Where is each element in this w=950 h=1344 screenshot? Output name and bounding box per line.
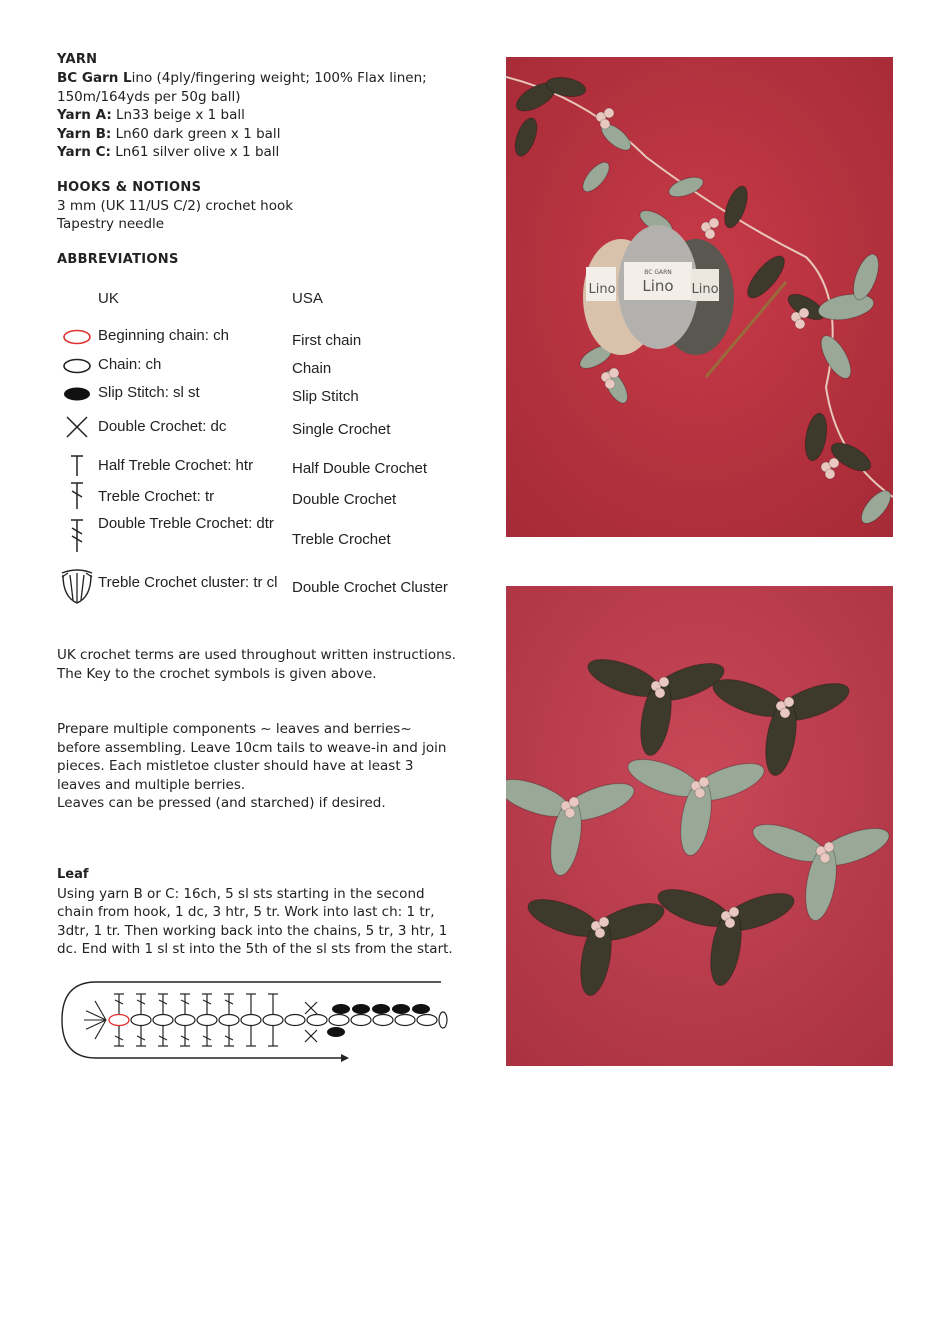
- crochet-berry: [599, 917, 609, 927]
- diagram-slip-stitch: [412, 1004, 430, 1014]
- materials-column: [57, 52, 457, 269]
- crochet-berry: [729, 907, 739, 917]
- diagram-slip-stitch: [392, 1004, 410, 1014]
- yarn-section: [57, 52, 457, 162]
- yarn-heading: YARN: [57, 52, 98, 67]
- slip-stitch-icon: [57, 386, 97, 402]
- crochet-berry: [609, 368, 619, 378]
- diagram-stitch-top: [246, 994, 256, 1014]
- crochet-berry: [824, 842, 834, 852]
- diagram-chain: [197, 1015, 217, 1026]
- notes-paragraph-1: UK crochet terms are used throughout written instructions. The Key to the crochet symbols is given above.: [57, 647, 456, 682]
- diagram-chain: [241, 1015, 261, 1026]
- diagram-stitch-top: [224, 994, 234, 1014]
- chain-icon: [57, 358, 97, 374]
- diagram-slip-stitch: [372, 1004, 390, 1014]
- diagram-stitch-bottom: [158, 1026, 168, 1046]
- crochet-berry: [604, 108, 614, 118]
- uk-header: UK: [98, 290, 119, 307]
- crochet-berry: [795, 319, 805, 329]
- crochet-berry: [605, 379, 615, 389]
- crochet-berry: [659, 677, 669, 687]
- diagram-chain: [131, 1015, 151, 1026]
- leaf-title: Leaf: [57, 867, 89, 882]
- yarn-label: Lino: [642, 277, 674, 295]
- crochet-berry: [565, 808, 575, 818]
- hooks-heading: HOOKS & NOTIONS: [57, 179, 202, 195]
- diagram-stitch-bottom: [114, 1026, 124, 1046]
- diagram-chain: [175, 1015, 195, 1026]
- leaf-diagram: [56, 974, 456, 1070]
- svg-text:Lino: Lino: [691, 282, 719, 297]
- yarn-balls: [583, 225, 734, 355]
- abbreviations-heading: ABBREVIATIONS: [57, 251, 179, 267]
- diagram-chain: [285, 1015, 305, 1026]
- diagram-chain: [395, 1015, 415, 1026]
- diagram-slip-stitch: [332, 1004, 350, 1014]
- diagram-stitch-bottom: [180, 1026, 190, 1046]
- diagram-chain: [351, 1015, 371, 1026]
- crochet-berry: [820, 853, 830, 863]
- garland-photo: [506, 57, 893, 537]
- diagram-dc: [305, 1002, 317, 1014]
- notes-paragraph-2: Prepare multiple components ~ leaves and berries~ before assembling. Leave 10cm tails to weave-in and join pieces. Each mistletoe cluster should have at least 3 leaves and multiple berries.: [57, 721, 447, 793]
- diagram-chain: [307, 1015, 327, 1026]
- double-treble-icon: [57, 518, 97, 554]
- crochet-berry: [655, 688, 665, 698]
- diagram-beginning-chain: [109, 1015, 129, 1026]
- diagram-stitch-top: [158, 994, 168, 1014]
- diagram-chain: [219, 1015, 239, 1026]
- diagram-stitch-top: [202, 994, 212, 1014]
- double-crochet-icon: [57, 414, 97, 440]
- leaf-section: [57, 866, 457, 959]
- hook-line: 3 mm (UK 11/US C/2) crochet hook: [57, 197, 294, 214]
- crochet-berry: [780, 708, 790, 718]
- treble-cluster-icon: [57, 567, 97, 607]
- crochet-berry: [709, 218, 719, 228]
- yarn-brand-line2: 150m/164yds per 50g ball): [57, 88, 241, 105]
- crochet-berry: [799, 308, 809, 318]
- diagram-slip-stitch: [327, 1027, 345, 1037]
- svg-text:Lino: Lino: [588, 282, 616, 297]
- diagram-stitch-top: [136, 994, 146, 1014]
- diagram-stitch-bottom: [202, 1026, 212, 1046]
- diagram-chain: [153, 1015, 173, 1026]
- diagram-slip-stitch: [352, 1004, 370, 1014]
- yarn-brand-line: BC Garn Lino (4ply/fingering weight; 100% Flax linen;: [57, 70, 427, 86]
- yarn-c-line: Yarn C: Ln61 silver olive x 1 ball: [57, 144, 280, 160]
- needle-line: Tapestry needle: [57, 216, 165, 232]
- crochet-berry: [784, 697, 794, 707]
- diagram-stitch-bottom: [224, 1026, 234, 1046]
- diagram-dc: [305, 1030, 317, 1042]
- diagram-stitch-top: [180, 994, 190, 1014]
- diagram-stitch-bottom: [136, 1026, 146, 1046]
- usa-header: USA: [292, 290, 323, 307]
- leaf-instructions: Using yarn B or C: 16ch, 5 sl sts starting in the second chain from hook, 1 dc, 3 htr, 5 tr. Work into last ch: 1 tr, 3dtr, 1 tr. Then working back into the chains, 5 tr, 3 htr, 1 dc. End with 1 sl st into the 5th of the sl sts from the start.: [57, 885, 453, 957]
- crochet-berry: [825, 469, 835, 479]
- crochet-berry: [829, 458, 839, 468]
- diagram-chain: [417, 1015, 437, 1026]
- diagram-chain: [373, 1015, 393, 1026]
- diagram-stitch-top: [268, 994, 278, 1014]
- diagram-stitch-top: [114, 994, 124, 1014]
- crochet-berry: [705, 229, 715, 239]
- diagram-end-chain: [439, 1012, 447, 1028]
- hooks-section: [57, 180, 457, 234]
- crochet-berry: [699, 777, 709, 787]
- crochet-berry: [725, 918, 735, 928]
- mistletoe-photo: [506, 586, 893, 1066]
- yarn-brand-label: BC GARN: [644, 269, 672, 276]
- treble-icon: [57, 481, 97, 511]
- half-treble-icon: [57, 454, 97, 478]
- yarn-a-line: Yarn A: Ln33 beige x 1 ball: [57, 107, 245, 123]
- diagram-stitch-bottom: [268, 1026, 278, 1046]
- notes-paragraph-3: Leaves can be pressed (and starched) if desired.: [57, 795, 386, 811]
- crochet-berry: [600, 119, 610, 129]
- crochet-berry: [569, 797, 579, 807]
- beginning-chain-icon: [57, 329, 97, 345]
- diagram-chain: [263, 1015, 283, 1026]
- crochet-berry: [595, 928, 605, 938]
- crochet-berry: [695, 788, 705, 798]
- diagram-stitch-bottom: [246, 1026, 256, 1046]
- diagram-chain: [329, 1015, 349, 1026]
- yarn-b-line: Yarn B: Ln60 dark green x 1 ball: [57, 125, 281, 142]
